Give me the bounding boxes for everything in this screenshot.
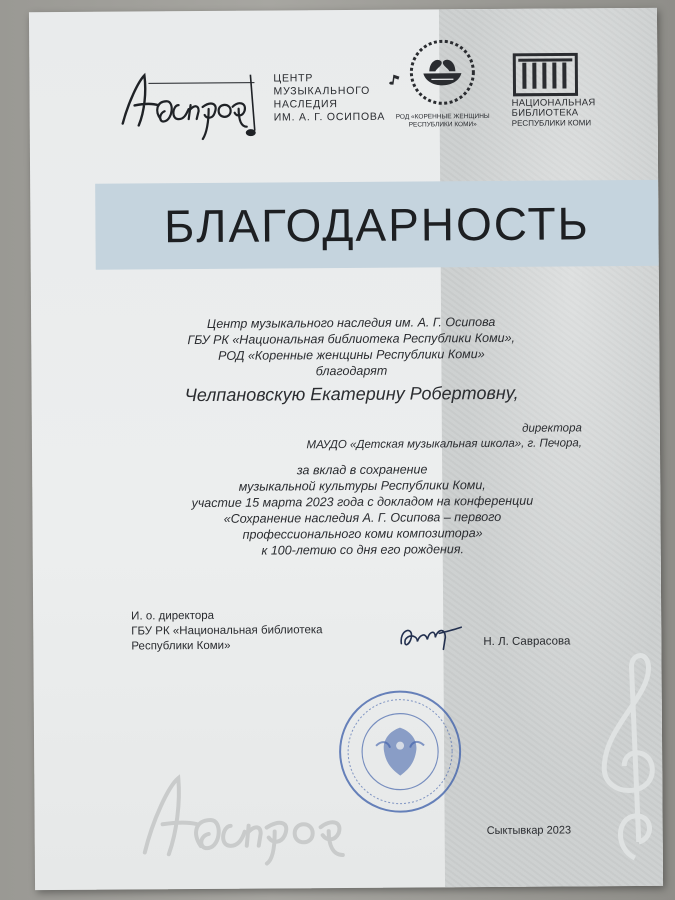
position-line: директора (522, 422, 582, 435)
recipient-position (222, 421, 582, 454)
osipov-signature-watermark (134, 755, 365, 867)
recipient-name: Челпановскую Екатерину Робертовну, (184, 382, 519, 406)
issuer-line: Центр музыкального наследия им. А. Г. Осипова (206, 314, 496, 331)
library-line: НАЦИОНАЛЬНАЯ (511, 97, 596, 109)
certificate-sheet (29, 8, 663, 890)
reason-block (142, 460, 583, 559)
handwritten-signature (395, 617, 465, 653)
reason-line: к 100-летию со дня его рождения. (261, 542, 465, 558)
position-line: МАУДО «Детская музыкальная школа», г. Печора, (306, 437, 583, 452)
signer-title-line: Республики Коми» (131, 639, 231, 653)
library-name (512, 98, 602, 128)
page-title: БЛАГОДАРНОСТЬ (163, 197, 590, 253)
reason-line: участие 15 марта 2023 года с докладом на конференции (191, 493, 534, 511)
reason-line: за вклад в сохранение (296, 462, 428, 478)
signer-name: Н. Л. Саврасова (483, 635, 571, 649)
music-center-line: ИМ. А. Г. ОСИПОВА (273, 110, 386, 124)
women-org-line: РОД «КОРЕННЫЕ ЖЕНЩИНЫ (395, 112, 490, 121)
issuer-line: РОД «Коренные женщины Республики Коми» (218, 347, 485, 363)
signer-title-line: ГБУ РК «Национальная библиотека (131, 624, 323, 638)
library-line: РЕСПУБЛИКИ КОМИ (511, 118, 592, 128)
music-center-line: МУЗЫКАЛЬНОГО (273, 84, 371, 98)
treble-clef-watermark (593, 648, 663, 868)
library-building-icon (512, 52, 578, 96)
reason-line: «Сохранение наследия А. Г. Осипова – первого (223, 509, 502, 526)
women-org-emblem (407, 37, 477, 107)
reason-line: профессионального коми композитора» (242, 526, 483, 542)
women-org-name (387, 113, 499, 130)
women-org-line: РЕСПУБЛИКИ КОМИ» (408, 121, 477, 129)
signer-title-line: И. о. директора (131, 609, 215, 623)
issuer-line: ГБУ РК «Национальная библиотека Республики Коми», (187, 330, 516, 348)
city-year: Сыктывкар 2023 (486, 824, 572, 838)
library-line: БИБЛИОТЕКА (511, 107, 579, 119)
reason-line: музыкальной культуры Республики Коми, (238, 478, 486, 494)
issuers-block (131, 313, 572, 406)
music-center-line: НАСЛЕДИЯ (273, 98, 338, 111)
signer-title (131, 608, 351, 655)
issuer-line: благодарят (315, 363, 388, 379)
osipov-signature-logo (114, 61, 265, 142)
music-center-line: ЦЕНТР (273, 72, 314, 85)
